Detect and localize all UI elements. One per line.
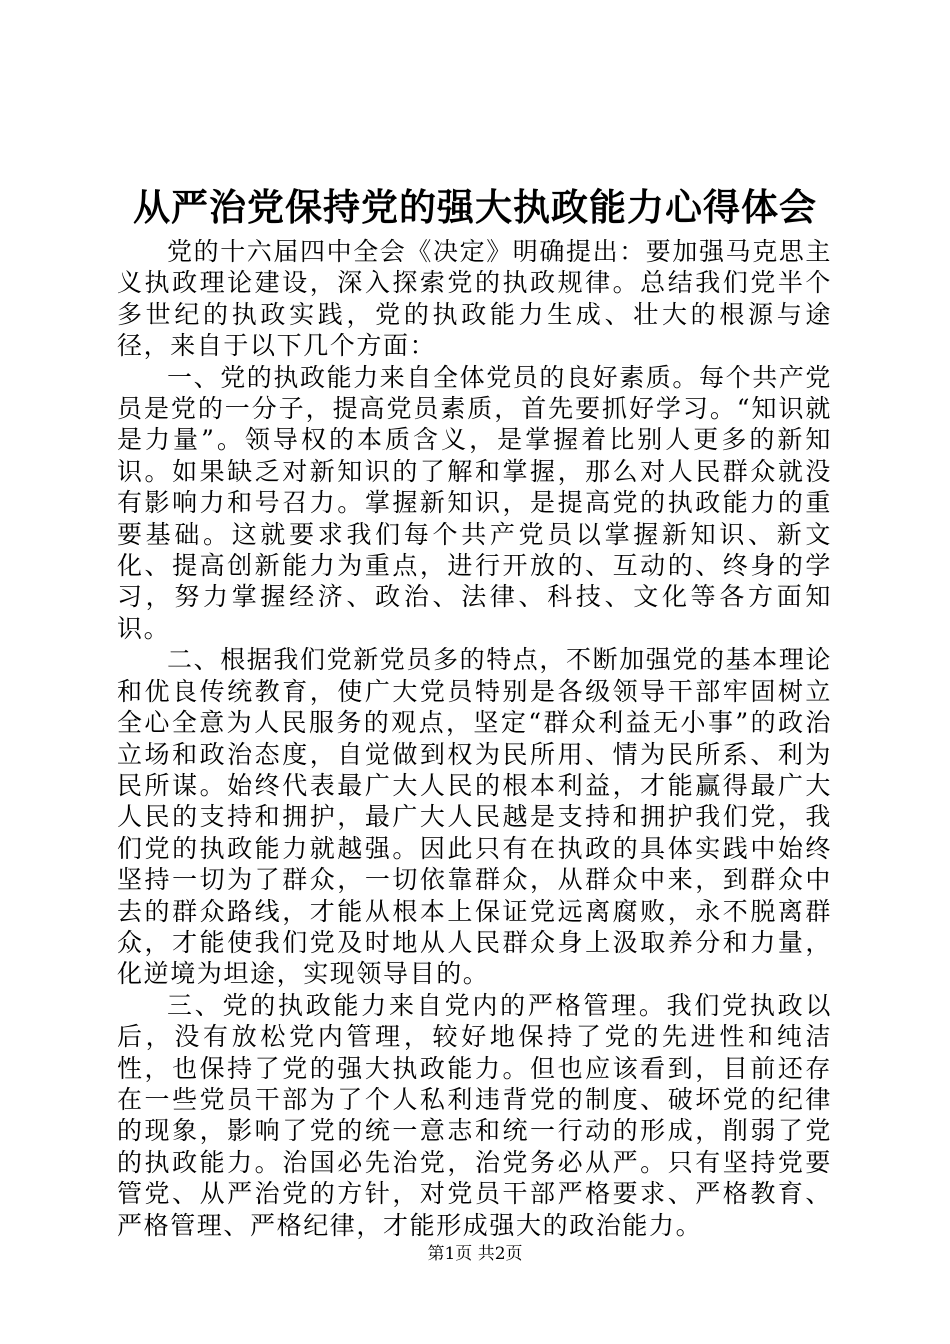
page-number-footer: 第1页 共2页: [427, 1244, 523, 1264]
paragraph-section-3: 三、党的执政能力来自党内的严格管理。我们党执政以后，没有放松党内管理，较好地保持了党的先进性和纯洁性，也保持了党的强大执政能力。但也应该看到，目前还存在一些党员干部为了个人私利违背党的制度、破坏党的纪律的现象，影响了党的统一意志和统一行动的形成，削弱了党的执政能力。治国必先治党，治党务必从严。只有坚持党要管党、从严治党的方针，对党员干部严格要求、严格教育、严格管理、严格纪律，才能形成强大的政治能力。: [117, 990, 832, 1240]
document-body: [117, 236, 832, 1241]
page-title: 从严治党保持党的强大执政能力心得体会: [133, 185, 817, 229]
paragraph-intro: 党的十六届四中全会《决定》明确提出：要加强马克思主义执政理论建设，深入探索党的执政规律。总结我们党半个多世纪的执政实践，党的执政能力生成、壮大的根源与途径，来自于以下几个方面：: [117, 237, 833, 361]
paragraph-section-2: 二、根据我们党新党员多的特点，不断加强党的基本理论和优良传统教育，使广大党员特别是各级领导干部牢固树立全心全意为人民服务的观点，坚定“群众利益无小事”的政治立场和政治态度，自觉做到权为民所用、情为民所系、利为民所谋。始终代表最广大人民的根本利益，才能赢得最广大人民的支持和拥护，最广大人民越是支持和拥护我们党，我们党的执政能力就越强。因此只有在执政的具体实践中始终坚持一切为了群众，一切依靠群众，从群众中来，到群众中去的群众路线，才能从根本上保证党远离腐败，永不脱离群众，才能使我们党及时地从人民群众身上汲取养分和力量，化逆境为坦途，实现领导目的。: [117, 645, 833, 989]
paragraph-section-1: 一、党的执政能力来自全体党员的良好素质。每个共产党员是党的一分子，提高党员素质，首先要抓好学习。“知识就是力量”。领导权的本质含义，是掌握着比别人更多的新知识。如果缺乏对新知识的了解和掌握，那么对人民群众就没有影响力和号召力。掌握新知识，是提高党的执政能力的重要基础。这就要求我们每个共产党员以掌握新知识、新文化、提高创新能力为重点，进行开放的、互动的、终身的学习，努力掌握经济、政治、法律、科技、文化等各方面知识。: [117, 362, 833, 643]
